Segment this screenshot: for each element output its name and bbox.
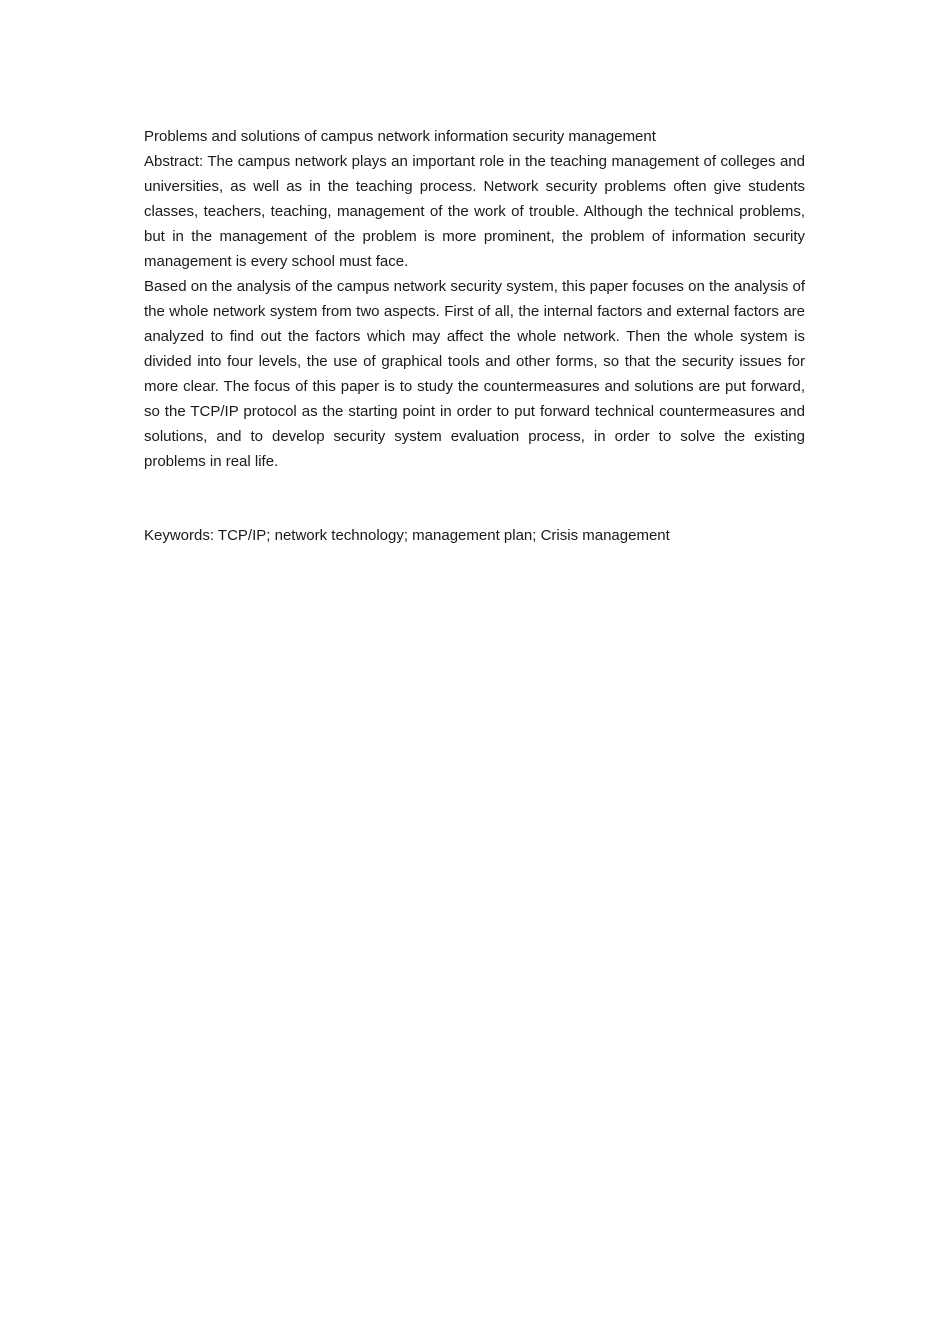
document-title: Problems and solutions of campus network information security management xyxy=(144,128,656,145)
keywords-line: Keywords: TCP/IP; network technology; management plan; Crisis management xyxy=(144,527,670,544)
document-content xyxy=(144,124,805,548)
abstract-paragraph: Abstract: The campus network plays an important role in the teaching management of colleges and universities, as well as in the teaching process. Network security problems often give students classes, teachers, teaching, management of the work of trouble. Although the technical problems, but in the management of the problem is more prominent, the problem of information security management is every school must face. xyxy=(144,153,805,270)
body-paragraph: Based on the analysis of the campus network security system, this paper focuses on the analysis of the whole network system from two aspects. First of all, the internal factors and external factors are analyzed to find out the factors which may affect the whole network. Then the whole system is divided into four levels, the use of graphical tools and other forms, so that the security issues for more clear. The focus of this paper is to study the countermeasures and solutions are put forward, so the TCP/IP protocol as the starting point in order to put forward technical countermeasures and solutions, and to develop security system evaluation process, in order to solve the existing problems in real life. xyxy=(144,278,805,470)
